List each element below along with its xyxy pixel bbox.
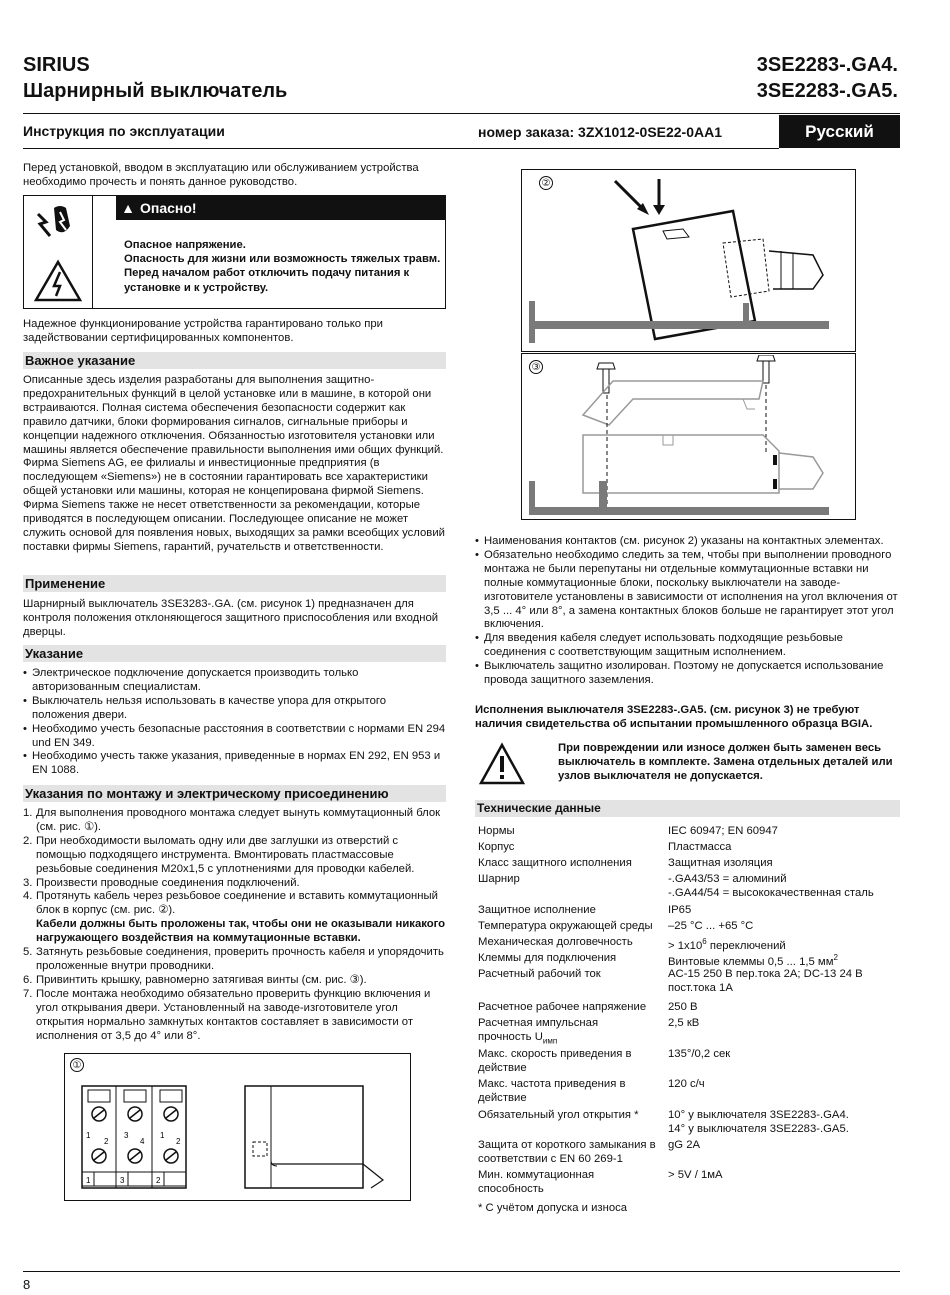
figure-2-label: ② xyxy=(539,176,553,190)
list-item: 1. Для выполнения проводного монтажа следует вынуть коммутационный блок (см. рис. ①). xyxy=(23,807,441,833)
list-item: 7. После монтажа необходимо обязательно проверить функцию включения и угол открывания двери. Установленный на заводе-изготовителе угол открытия нормально замкнутых контактов составляет в зависимости от исполнения от 3,5 до 4° или 8°. xyxy=(23,987,431,1042)
replace-warning: При повреждении или износе должен быть заменен весь выключатель в комплекте. Замена отдельных деталей или узлов выключателя не допускается. xyxy=(558,742,893,782)
danger-line-3: Перед началом работ отключить подачу питания к xyxy=(124,267,410,280)
footer-rule xyxy=(23,1271,900,1272)
danger-box xyxy=(23,195,446,309)
section-application-text: Шарнирный выключатель 3SE3283-.GA. (см. рисунок 1) предназначен для контроля положения отклоняющегося защитного приспособления или входной дверцы. xyxy=(23,598,439,638)
danger-line-1: Опасное напряжение. xyxy=(124,239,246,251)
section-important-title: Важное указание xyxy=(23,352,446,369)
list-item: • Необходимо учесть безопасные расстояния в соответствии с нормами EN 294 und EN 349. xyxy=(23,723,446,751)
warning-triangle-icon xyxy=(478,742,526,786)
intro-text: Перед установкой, вводом в эксплуатацию или обслуживанием устройства необходимо прочесть и понять данное руководство. xyxy=(23,162,419,188)
header-right xyxy=(757,52,898,104)
page-number: 8 xyxy=(23,1277,31,1292)
switch-block-insertion-drawing xyxy=(523,171,854,351)
list-item: 2. При необходимости выломать одну или две заглушки из отверстий с помощью подходящего инструмента. Вмонтировать пластмассовые резьбовые соединения M20x1,5 с уплотнениями для проводки кабелей. xyxy=(23,834,415,875)
terminal-label: 3 xyxy=(124,1131,129,1140)
bgia-note: Исполнения выключателя 3SE2283-.GA5. (см. рисунок 3) не требуют наличия свидетельства об испытании промышленного образца BGIA. xyxy=(475,704,873,730)
section-mounting-title: Указания по монтажу и электрическому присоединению xyxy=(23,785,446,802)
product-title: Шарнирный выключатель xyxy=(23,80,288,102)
mounting-list xyxy=(23,807,446,1043)
danger-line-4: установке и к устройству. xyxy=(124,281,269,294)
housing-side-drawing xyxy=(243,1084,393,1196)
danger-line-2: Опасность для жизни или возможность тяжелых травм. xyxy=(124,253,441,266)
subheader-rule xyxy=(23,148,779,149)
order-number: номер заказа: 3ZX1012-0SE22-0AA1 xyxy=(478,124,723,140)
list-item: • Электрическое подключение допускается производить только авторизованным специалистам. xyxy=(23,667,446,695)
section-important-text: Описанные здесь изделия разработаны для выполнения защитно-предохранительных функций в целой установке или в машине, в которой они встраиваются. Полная система обеспечения безопасности содержит как правило датчики, блоки формирования сигналов, сигнальные приборы и концепции надежного отключения. Обязанностью изготовителя установки или машины является обеспечение правильности выполнения ими общих функций. Фирма Siemens AG, ее филиалы и инвестиционные предприятия (в последующем «Siemens») не в состоянии гарантировать все характеристики общей установки или машины, которая не концепирована фирмой Siemens. Фирма Siemens также не несет ответственности за рекомендации, которые приводятся в последующем описании. Последующее описание не может служить основой для появления новых, выходящих за рамки всеобщих условий поставки фирмы Siemens, гарантий, ручательств и ответственности. xyxy=(23,374,445,553)
list-item: • Обязательно необходимо следить за тем, чтобы при выполнении проводного монтажа не были перепутаны ни отдельные коммутационные вставки ни полные коммутационные блоки, поскольку выключатели на заводе-изготовителе установлены в зависимости от исполнения на угол включения от 3,5 ... 4° или 8°, а замена контактных блоков больше не гарантирует этот угол включения. xyxy=(475,549,900,632)
list-item: • Необходимо учесть также указания, приведенные в нормах EN 292, EN 953 и EN 1088. xyxy=(23,750,446,778)
right-bullet-list xyxy=(475,535,900,688)
tech-data-title: Технические данные xyxy=(475,800,900,817)
electric-hazard-icon xyxy=(24,196,92,308)
model-ga5: 3SE2283-.GA5. xyxy=(756,80,898,102)
model-ga4: 3SE2283-.GA4. xyxy=(756,54,898,76)
list-item: 5. Затянуть резьбовые соединения, проверить прочность кабеля и упорядочить проложенные внутри проводники. xyxy=(23,946,444,972)
list-item: • Наименования контактов (см. рисунок 2) указаны на контактных элементах. xyxy=(475,535,900,549)
terminal-label: 2 xyxy=(176,1137,181,1146)
header-left xyxy=(23,52,287,104)
terminal-label: 3 xyxy=(120,1176,125,1185)
brand-title: SIRIUS xyxy=(23,54,90,76)
terminal-label: 4 xyxy=(140,1137,145,1146)
figure-2 xyxy=(521,169,856,352)
terminal-label: 2 xyxy=(104,1137,109,1146)
terminal-label: 1 xyxy=(86,1176,91,1185)
note-list xyxy=(23,667,446,778)
danger-title: Опасно! xyxy=(140,200,197,216)
terminal-label: 1 xyxy=(86,1131,91,1140)
language-badge: Русский xyxy=(779,115,900,148)
danger-header xyxy=(116,196,445,220)
cover-mounting-drawing xyxy=(523,355,854,519)
header-rule xyxy=(23,113,900,114)
list-item: • Выключатель нельзя использовать в качестве упора для открытого положения двери. xyxy=(23,695,446,723)
section-note-title: Указание xyxy=(23,645,446,662)
list-item: • Для введения кабеля следует использовать подходящие резьбовые соединения с соответствующим защитным исполнением. xyxy=(475,632,900,660)
danger-icons xyxy=(24,196,93,308)
manual-title: Инструкция по эксплуатации xyxy=(23,123,225,139)
terminal-label: 2 xyxy=(156,1176,161,1185)
list-item: 6. Привинтить крышку, равномерно затягивая винты (см. рис. ③). xyxy=(23,973,367,986)
figure-1 xyxy=(64,1053,411,1201)
warning-triangle-icon: ▲ xyxy=(121,200,135,216)
reliability-text: Надежное функционирование устройства гарантировано только при задействовании сертифицированных компонентов. xyxy=(23,318,383,344)
danger-text xyxy=(124,238,440,295)
list-item: 4. Протянуть кабель через резьбовое соединение и вставить коммутационный блок в корпус (см. рис. ②). Кабели должны быть проложены так, чтобы они не оказывали никакого нагружающего воздействия на коммутационные вставки. xyxy=(23,890,446,945)
tech-footnote: * С учётом допуска и износа xyxy=(478,1202,628,1214)
figure-3 xyxy=(521,353,856,520)
figure-3-label: ③ xyxy=(529,360,543,374)
list-item: • Выключатель защитно изолирован. Поэтому не допускается использование провода защитного заземления. xyxy=(475,660,900,688)
contact-block-drawing xyxy=(80,1084,200,1194)
terminal-label: 1 xyxy=(160,1131,165,1140)
section-application-title: Применение xyxy=(23,575,446,592)
list-item: 3. Произвести проводные соединения подключений. xyxy=(23,876,300,889)
figure-1-label: ① xyxy=(70,1058,84,1072)
